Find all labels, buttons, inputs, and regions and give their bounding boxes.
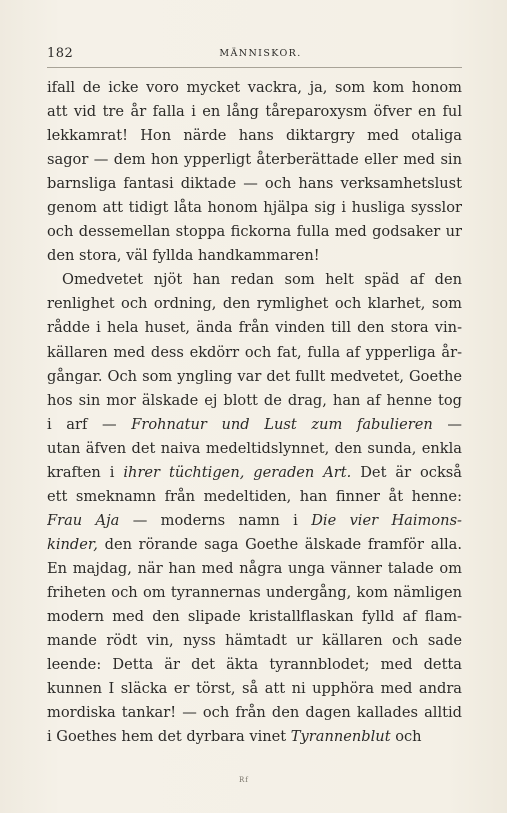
text-line: friheten och om tyrannernas undergång, kom nämligen	[47, 583, 462, 601]
header-rule	[47, 67, 462, 68]
text-line: och dessemellan stoppa fickorna fulla med godsaker ur	[47, 223, 462, 241]
text-line	[47, 461, 462, 485]
text-line: sagor — dem hon ypperligt återberättade eller med sin	[47, 151, 462, 169]
text-line: renlighet och ordning, den rymlighet och klarhet, som	[47, 295, 462, 313]
body-text	[47, 76, 462, 749]
page-header	[47, 46, 462, 66]
text-line: hos sin mor älskade ej blott de drag, han af henne tog	[47, 391, 462, 409]
text-line: genom att tidigt låta honom hjälpa sig i husliga sysslor	[47, 199, 462, 217]
page-number: 182	[47, 46, 74, 61]
text-line: mordiska tankar! — och från den dagen kallades alltid	[47, 704, 462, 722]
italic-phrase: Die vier Haimons-	[311, 511, 462, 529]
text-run: — moderns namn i	[119, 511, 312, 529]
text-line	[47, 413, 462, 437]
text-line: den stora, väl fyllda handkammaren!	[47, 247, 320, 265]
text-line: kunnen I släcka er törst, så att ni upphöra med andra	[47, 680, 462, 698]
text-line: lekkamrat! Hon närde hans diktargry med otaliga	[47, 127, 462, 145]
text-line: gångar. Och som yngling var det fullt medvetet, Goethe	[47, 367, 462, 385]
italic-phrase: ihrer tüchtigen, geraden Art.	[123, 463, 352, 481]
text-run: i arf —	[47, 415, 132, 433]
text-run: —	[432, 415, 462, 433]
text-line: mande rödt vin, nyss hämtadt ur källaren och sade	[47, 632, 462, 650]
running-head: MÄNNISKOR.	[219, 48, 302, 59]
text-line: ifall de icke voro mycket vackra, ja, som kom honom	[47, 79, 462, 96]
italic-phrase: Frohnatur und Lust zum fabulieren	[131, 415, 433, 433]
italic-phrase: Tyrannenblut	[290, 728, 391, 746]
text-line: Omedvetet njöt han redan som helt späd af den	[62, 271, 462, 289]
text-line: modern med den slipade kristallflaskan fylld af flam-	[47, 608, 462, 626]
text-line: rådde i hela huset, ända från vinden till den stora vin-	[47, 319, 462, 337]
text-line: källaren med dess ekdörr och fat, fulla af ypperliga år-	[47, 343, 462, 361]
text-line	[47, 509, 462, 533]
italic-phrase: kinder,	[47, 535, 98, 553]
text-line: leende: Detta är det äkta tyrannblodet; med detta	[47, 656, 462, 674]
italic-phrase: Frau Aja	[47, 511, 120, 529]
text-line: barnsliga fantasi diktade — och hans verksamhetslust	[47, 175, 462, 193]
text-line	[47, 533, 462, 557]
text-run: i Goethes hem det dyrbara vinet	[47, 728, 291, 746]
text-run: Det är också	[351, 463, 462, 481]
signature-mark: Rf	[239, 776, 249, 784]
text-line: att vid tre år falla i en lång tåreparoxysm öfver en ful	[47, 103, 462, 121]
text-line: En majdag, när han med några unga vänner talade om	[47, 559, 462, 577]
text-line: ett smeknamn från medeltiden, han finner åt henne:	[47, 487, 462, 505]
text-line: utan äfven det naiva medeltidslynnet, den sunda, enkla	[47, 439, 462, 457]
text-run: kraften i	[47, 463, 124, 481]
text-run: den rörande saga Goethe älskade framför alla.	[97, 535, 462, 553]
text-run: och	[390, 728, 422, 746]
text-line	[47, 725, 462, 749]
